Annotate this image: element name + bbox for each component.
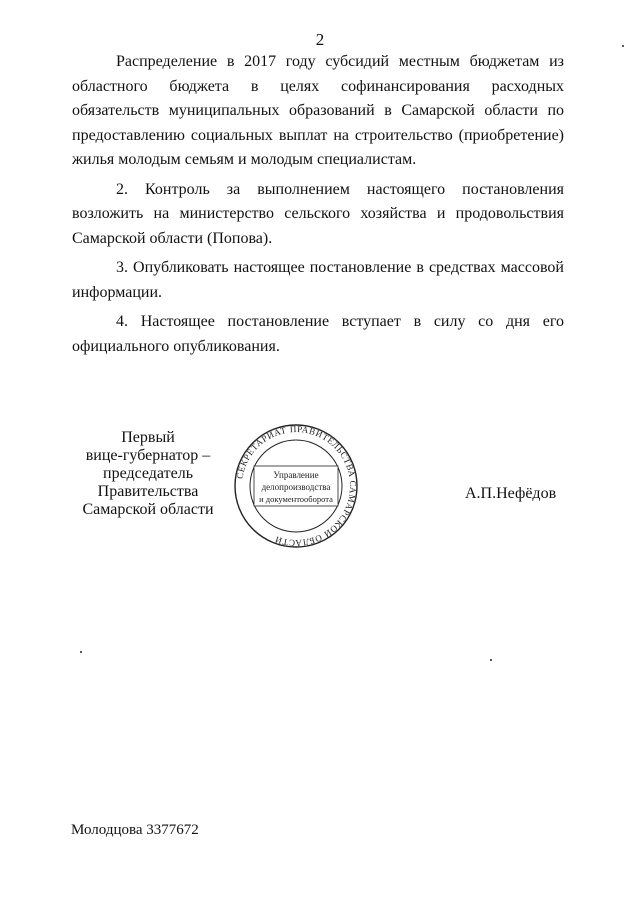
official-stamp — [232, 422, 360, 550]
scan-speck — [80, 651, 82, 653]
signatory-title-line-4: Самарской области — [82, 501, 214, 518]
stamp-outer-text: СЕКРЕТАРИАТ ПРАВИТЕЛЬСТВА САМАРСКОЙ ОБЛАСТИ — [234, 423, 359, 549]
signatory-name: А.П.Нефёдов — [465, 485, 557, 502]
signatory-title — [60, 429, 236, 519]
paragraph-2: 2. Контроль за выполнением настоящего постановления возложить на министерство сельского хозяйства и продовольствия Самарской области (Попова). — [72, 180, 564, 247]
signatory-title-line-1: Первый — [121, 429, 175, 446]
page-number: 2 — [315, 30, 325, 49]
stamp-line-2: делопроизводства — [261, 482, 331, 492]
scan-speck — [490, 659, 492, 661]
signatory-title-line-3: председатель Правительства — [97, 465, 199, 500]
paragraph-3: 3. Опубликовать настоящее постановление в средствах массовой информации. — [72, 259, 564, 301]
scan-speck — [622, 45, 624, 47]
stamp-line-3: и документооборота — [259, 494, 333, 504]
document-body — [72, 50, 564, 364]
paragraph-1: Распределение в 2017 году субсидий местным бюджетам из областного бюджета в целях софинансирования расходных обязательств муниципальных образований в Самарской области по предоставлению социальных выплат на строительство (приобретение) жилья молодым семьям и молодым специалистам. — [72, 53, 564, 168]
stamp-line-1: Управление — [273, 470, 319, 480]
paragraph-4: 4. Настоящее постановление вступает в силу со дня его официального опубликования. — [72, 313, 564, 355]
executor-contact: Молодцова 3377672 — [71, 822, 199, 838]
signatory-title-line-2: вице-губернатор – — [85, 447, 211, 464]
